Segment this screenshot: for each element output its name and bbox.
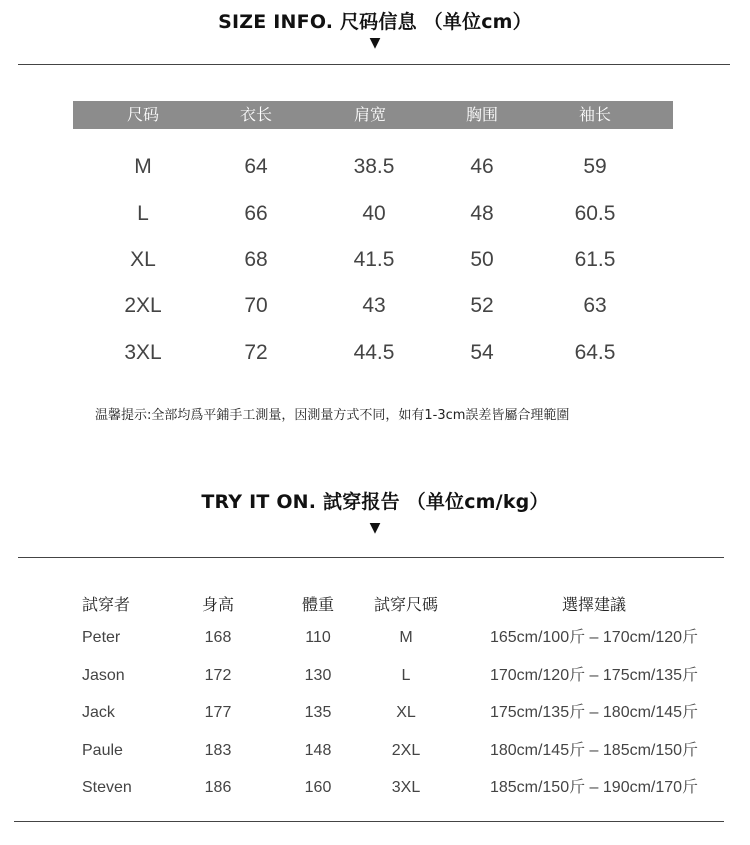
try-cell: M [399, 629, 413, 646]
try-cell: Jack [82, 704, 115, 721]
size-table-row [73, 291, 673, 321]
size-cell: M [134, 155, 152, 178]
try-col-header: 選擇建議 [561, 595, 627, 614]
size-cell: 46 [470, 155, 494, 178]
size-table-row [73, 199, 673, 229]
try-col-header: 試穿者 [82, 595, 131, 614]
size-cell: 2XL [124, 294, 162, 317]
try-col-header: 身高 [201, 595, 235, 614]
try-cell: L [401, 667, 411, 684]
size-cell: 66 [244, 202, 268, 225]
try-cell: 110 [305, 629, 331, 646]
try-col-header: 體重 [301, 595, 335, 614]
measurement-tip: 温馨提示:全部均爲平鋪手工測量，因測量方式不同，如有1-3cm誤差皆屬合理範圍 [95, 408, 570, 423]
try-cell: 172 [204, 667, 232, 684]
bottom-divider [14, 821, 724, 822]
size-cell: L [137, 202, 149, 225]
try-table-row [0, 776, 750, 800]
try-table-row [0, 626, 750, 650]
size-cell: 48 [470, 202, 494, 225]
size-col-header: 袖长 [578, 105, 612, 124]
try-table-row [0, 739, 750, 763]
size-cell: 38.5 [353, 155, 395, 178]
try-cell: 168 [204, 629, 232, 646]
size-table-row [73, 338, 673, 368]
size-cell: 3XL [124, 341, 162, 364]
size-col-header: 肩宽 [353, 105, 387, 124]
try-cell: 130 [304, 667, 332, 684]
try-cell: 183 [204, 742, 232, 759]
try-cell: XL [396, 704, 416, 721]
size-info-divider [18, 64, 730, 65]
try-cell: 170cm/120斤 – 175cm/135斤 [489, 667, 699, 684]
size-cell: 44.5 [353, 341, 395, 364]
size-table-row [73, 152, 673, 182]
try-cell: 180cm/145斤 – 185cm/150斤 [489, 742, 699, 759]
size-cell: 40 [362, 202, 386, 225]
try-cell: Jason [82, 667, 125, 684]
try-cell: 175cm/135斤 – 180cm/145斤 [489, 704, 699, 721]
size-info-title: SIZE INFO. 尺码信息 （单位cm） [218, 11, 532, 33]
try-cell: 165cm/100斤 – 170cm/120斤 [489, 629, 699, 646]
size-cell: 64 [244, 155, 268, 178]
try-cell: 148 [304, 742, 332, 759]
size-cell: 54 [470, 341, 494, 364]
try-cell: Steven [82, 779, 132, 796]
try-cell: Paule [82, 742, 123, 759]
try-on-divider [18, 557, 724, 558]
try-cell: 177 [204, 704, 232, 721]
size-cell: XL [130, 248, 156, 271]
try-on-title: TRY IT ON. 試穿报告 （单位cm/kg） [201, 491, 549, 513]
size-cell: 64.5 [574, 341, 616, 364]
try-table-row [0, 664, 750, 688]
try-cell: 185cm/150斤 – 190cm/170斤 [489, 779, 699, 796]
size-cell: 59 [583, 155, 607, 178]
size-cell: 63 [583, 294, 607, 317]
size-cell: 68 [244, 248, 268, 271]
try-table-header [0, 593, 750, 617]
try-on-arrow-icon: ▼ [369, 520, 381, 536]
size-table-row [73, 245, 673, 275]
size-table-header [73, 101, 673, 129]
size-col-header: 胸围 [465, 105, 499, 124]
size-cell: 50 [470, 248, 494, 271]
size-cell: 43 [362, 294, 386, 317]
try-cell: 2XL [391, 742, 421, 759]
size-cell: 70 [244, 294, 268, 317]
size-cell: 61.5 [574, 248, 616, 271]
try-cell: 3XL [391, 779, 421, 796]
size-col-header: 衣长 [239, 105, 273, 124]
try-col-header: 試穿尺碼 [373, 595, 439, 614]
try-cell: Peter [82, 629, 121, 646]
size-info-arrow-icon: ▼ [369, 35, 381, 51]
try-cell: 186 [204, 779, 232, 796]
size-col-header: 尺码 [126, 105, 160, 124]
size-cell: 52 [470, 294, 494, 317]
size-cell: 72 [244, 341, 268, 364]
try-cell: 160 [304, 779, 332, 796]
try-table-row [0, 701, 750, 725]
size-cell: 60.5 [574, 202, 616, 225]
try-cell: 135 [304, 704, 332, 721]
size-cell: 41.5 [353, 248, 395, 271]
